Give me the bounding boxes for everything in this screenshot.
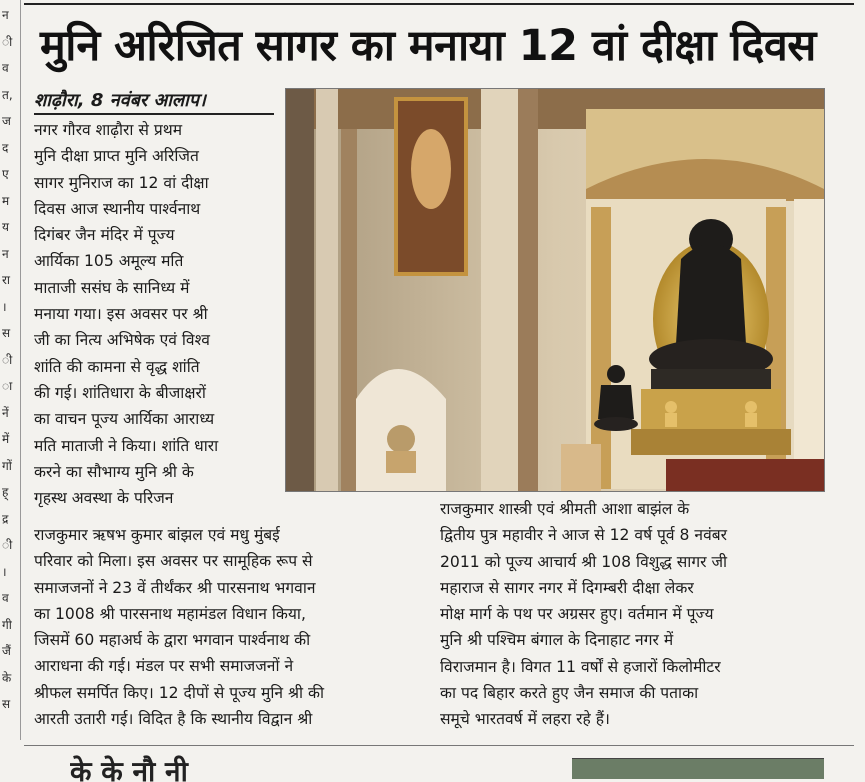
fragment-char: न — [2, 8, 9, 22]
text-line: की गई। शांतिधारा के बीजाक्षरों — [34, 383, 206, 402]
fragment-char: रा — [2, 273, 11, 287]
article-column-a — [34, 117, 274, 511]
text-line: नगर गौरव शाढ़ौरा से प्रथम — [34, 121, 183, 139]
text-line: दिगंबर जैन मंदिर में पूज्य — [34, 226, 175, 245]
fragment-char: के — [2, 670, 12, 685]
text-line: माताजी ससंघ के सानिध्य में — [34, 278, 190, 297]
text-line: आराधना की गई। मंडल पर सभी समाजजनों ने — [34, 657, 294, 676]
text-line: करने का सौभाग्य मुनि श्री के — [34, 462, 194, 481]
fragment-char: व — [2, 61, 9, 75]
text-line: मनाया गया। इस अवसर पर श्री — [34, 305, 208, 324]
fragment-char: । — [2, 564, 7, 579]
fragment-char: में — [2, 432, 10, 446]
text-line: जी का नित्य अभिषेक एवं विश्व — [34, 331, 210, 350]
fragment-char: । — [2, 299, 7, 314]
article-column-b — [34, 522, 414, 732]
adjacent-column-fragment — [0, 0, 18, 740]
text-line: परिवार को मिला। इस अवसर पर सामूहिक रूप से — [34, 552, 313, 571]
next-article-headline-fragment: के के नौ नी — [70, 755, 188, 782]
fragment-char: न — [2, 246, 9, 261]
text-line: मुनि दीक्षा प्राप्त मुनि अरिजित — [34, 147, 199, 166]
fragment-char: गी — [2, 617, 12, 632]
text-line: शांति की कामना से वृद्ध शांति — [34, 357, 200, 376]
text-line: मुनि श्री पश्चिम बंगाल के दिनाहाट नगर में — [440, 631, 674, 650]
text-line: द्वितीय पुत्र महावीर ने आज से 12 वर्ष पूर्व 8 नवंबर — [440, 526, 728, 545]
fragment-char: नें — [2, 405, 9, 420]
text-line: महाराज से सागर नगर में दिगम्बरी दीक्षा लेकर — [440, 578, 694, 597]
fragment-char: द्र — [2, 511, 9, 526]
column-divider — [20, 0, 21, 740]
top-rule — [24, 3, 854, 5]
next-article-photo-fragment — [572, 758, 824, 779]
dateline: शाढ़ौरा, 8 नवंबर आलाप। — [34, 90, 206, 111]
text-line: का पद बिहार करते हुए जैन समाज की पताका — [440, 684, 699, 703]
text-line: समाजजनों ने 23 वें तीर्थंकर श्री पारसनाथ भगवान — [34, 578, 316, 597]
dateline-underline — [34, 113, 274, 115]
text-line: 2011 को पूज्य आचार्य श्री 108 विशुद्ध सागर जी — [440, 552, 728, 571]
text-line: विराजमान है। विगत 11 वर्षों से हजारों किलोमीटर — [440, 657, 721, 676]
bottom-rule — [24, 745, 854, 746]
jain-temple-idols-image — [286, 89, 824, 491]
text-line: का 1008 श्री पारसनाथ महामंडल विधान किया, — [34, 604, 306, 623]
fragment-char: व — [2, 591, 9, 605]
text-line: जिसमें 60 महाअर्घ के द्वारा भगवान पार्श्वनाथ की — [34, 631, 311, 650]
fragment-char: जैं — [2, 644, 11, 658]
text-line: का वाचन पूज्य आर्यिका आराध्य — [34, 410, 215, 429]
fragment-char: ी — [2, 34, 13, 49]
text-line: सागर मुनिराज का 12 वां दीक्षा — [34, 173, 209, 192]
fragment-char: स — [2, 697, 11, 711]
fragment-char: द — [2, 140, 9, 155]
fragment-char: ी — [2, 352, 13, 367]
text-line: आरती उतारी गई। विदित है कि स्थानीय विद्वान श्री — [34, 710, 313, 729]
fragment-char: गों — [2, 458, 12, 473]
fragment-char: स — [2, 326, 11, 340]
text-line: आर्यिका 105 अमूल्य मति — [34, 252, 184, 271]
temple-photo — [285, 88, 825, 492]
fragment-char: ह् — [2, 485, 9, 499]
text-line: राजकुमार शास्त्री एवं श्रीमती आशा बाझंल के — [440, 500, 690, 518]
article-column-c — [440, 496, 830, 733]
fragment-char: ज — [2, 114, 11, 128]
text-line: गृहस्थ अवस्था के परिजन — [34, 489, 174, 508]
fragment-char: म — [2, 193, 10, 208]
fragment-char: त, — [2, 87, 13, 102]
text-line: मति माताजी ने किया। शांति धारा — [34, 436, 219, 455]
text-line: श्रीफल समर्पित किए। 12 दीपों से पूज्य मुनि श्री की — [34, 683, 325, 702]
text-line: राजकुमार ऋषभ कुमार बांझल एवं मधु मुंबई — [34, 526, 280, 544]
fragment-char: ा — [2, 379, 13, 393]
fragment-char: य — [2, 220, 9, 234]
text-line: दिवस आज स्थानीय पार्श्वनाथ — [34, 199, 201, 218]
fragment-char: ी — [2, 538, 13, 552]
text-line: मोक्ष मार्ग के पथ पर अग्रसर हुए। वर्तमान में पूज्य — [440, 605, 714, 624]
fragment-char: ए — [2, 167, 9, 181]
article-headline: मुनि अरिजित सागर का मनाया 12 वां दीक्षा दिवस — [40, 21, 816, 71]
text-line: समूचे भारतवर्ष में लहरा रहे हैं। — [440, 710, 610, 729]
